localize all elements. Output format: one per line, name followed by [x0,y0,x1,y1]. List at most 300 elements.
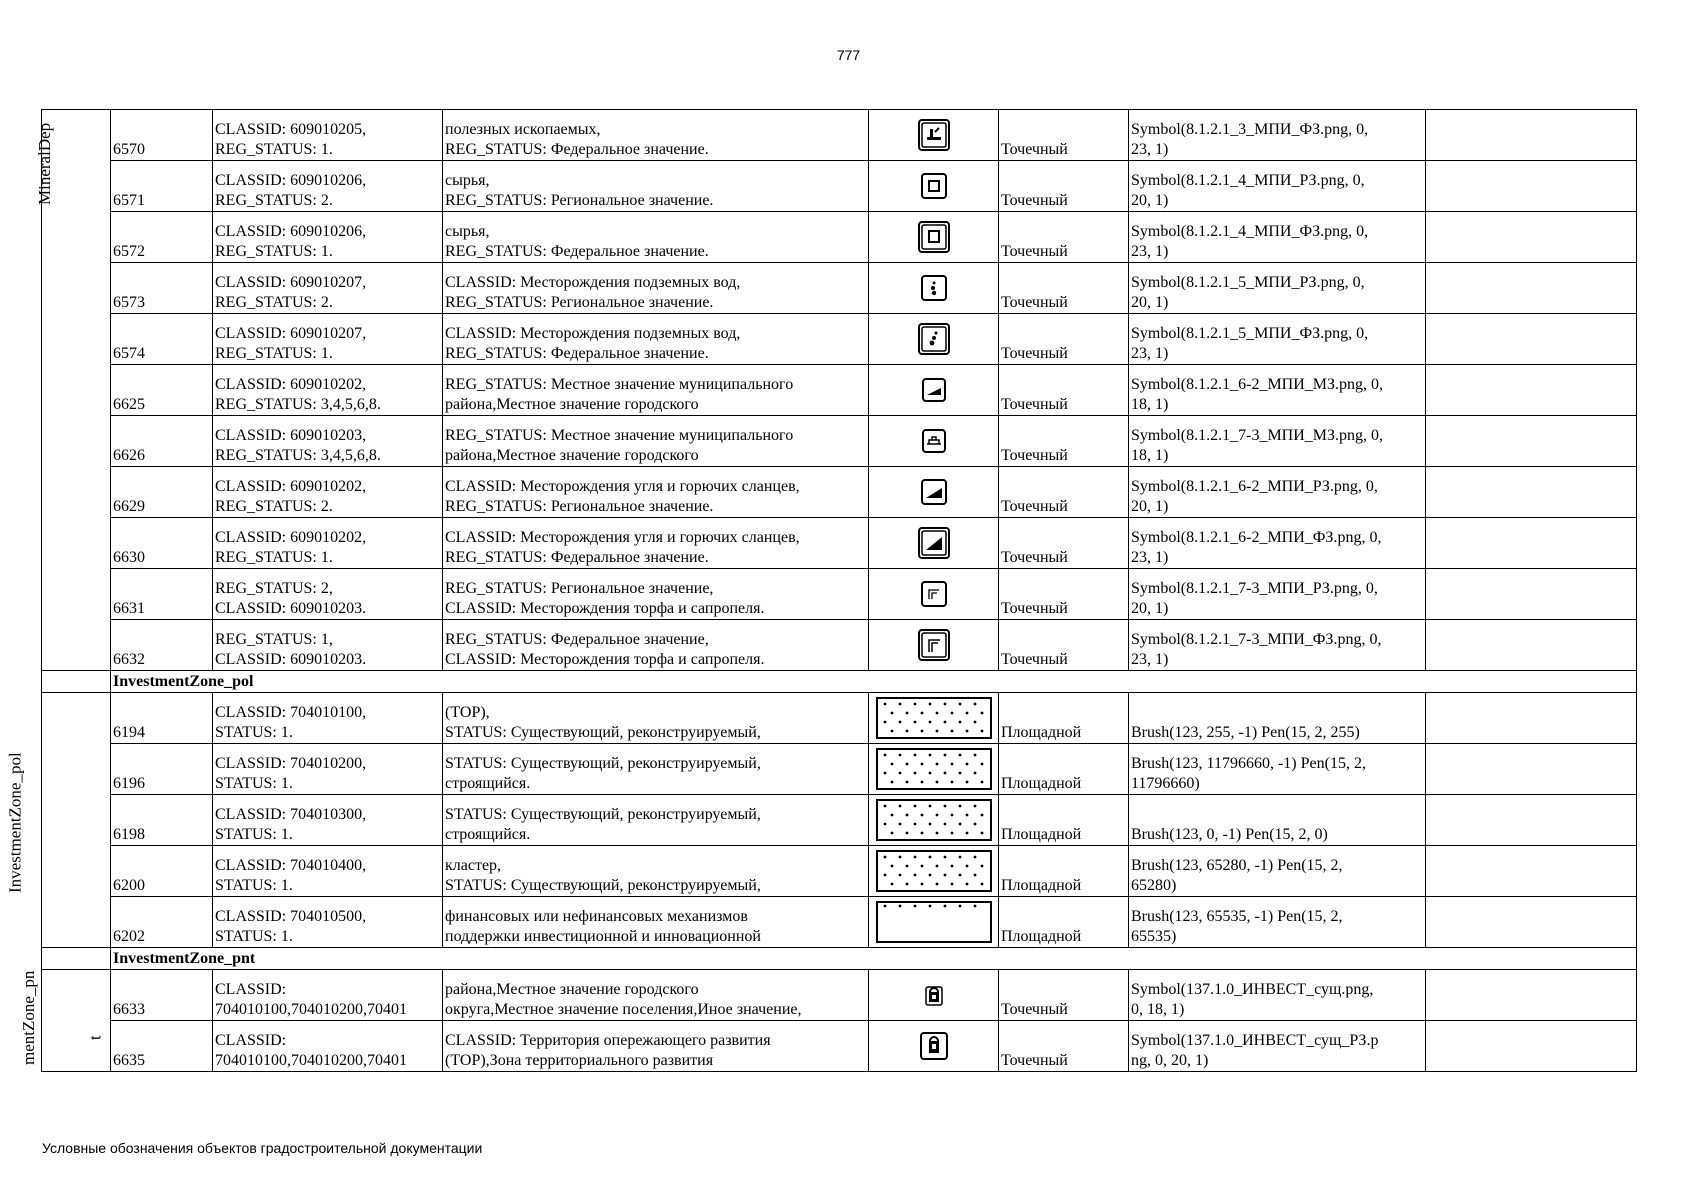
filter-codes-cell [213,1021,443,1072]
style-definition-line-2: 23, 1) [1131,243,1169,260]
filter-codes-line-1: CLASSID: 609010202, [215,478,367,495]
style-definition-line-2: 18, 1) [1131,447,1169,464]
filter-codes-line-2: REG_STATUS: 2. [215,294,333,311]
filter-description-line-2: REG_STATUS: Федеральное значение. [445,345,709,362]
table-row [42,314,1637,365]
filter-codes-cell [213,110,443,161]
style-definition-line-2: 0, 18, 1) [1131,1001,1185,1018]
geometry-type: Площадной [1001,724,1082,741]
geometry-type-cell [999,1021,1129,1072]
filter-codes-line-2: STATUS: 1. [215,775,293,792]
notes-cell [1426,1021,1637,1072]
style-definition-line-1: Brush(123, 11796660, -1) Pen(15, 2, [1131,755,1366,772]
filter-codes-line-2: STATUS: 1. [215,826,293,843]
geometry-type: Точечный [1001,141,1068,158]
section-header-row [42,948,1637,970]
filter-description-cell [443,693,869,744]
geometry-type-cell [999,693,1129,744]
style-definition-cell [1129,795,1426,846]
style-definition-line-1: Symbol(137.1.0_ИНВЕСТ_сущ.png, [1131,981,1374,998]
symbol-preview [917,118,951,152]
groundwater-rz-icon [917,271,951,305]
notes-cell [1426,569,1637,620]
filter-description-line-1: (ТОР), [445,704,490,721]
filter-codes-cell [213,795,443,846]
filter-description-line-1: REG_STATUS: Местное значение муниципального [445,376,794,393]
symbol-preview [917,1029,951,1063]
style-definition-line-1: Symbol(137.1.0_ИНВЕСТ_сущ_РЗ.p [1131,1032,1379,1049]
geometry-type: Площадной [1001,877,1082,894]
style-definition-cell [1129,518,1426,569]
object-id: 6196 [113,775,145,792]
style-definition-cell [1129,569,1426,620]
filter-description-line-2: (ТОР),Зона территориального развития [445,1052,714,1069]
filter-codes-line-1: CLASSID: 609010202, [215,529,367,546]
filter-codes-line-1: REG_STATUS: 1, [215,631,333,648]
section-header [111,948,1637,970]
table-row [42,212,1637,263]
object-id-cell [111,467,213,518]
filter-codes-line-2: STATUS: 1. [215,928,293,945]
peat-fz-icon [917,628,951,662]
filter-description-line-2: REG_STATUS: Федеральное значение. [445,141,709,158]
geometry-type: Точечный [1001,498,1068,515]
object-id-cell [111,314,213,365]
filter-description-line-1: сырья, [445,172,490,189]
coal-rz-icon [917,475,951,509]
table-row [42,161,1637,212]
geometry-type: Точечный [1001,243,1068,260]
filter-codes-line-1: CLASSID: 609010206, [215,223,367,240]
table-row [42,467,1637,518]
object-id-cell [111,365,213,416]
symbol-preview [875,900,993,944]
section-header-spacer [42,948,111,970]
symbol-preview [917,169,951,203]
style-definition-line-2: 23, 1) [1131,141,1169,158]
geometry-type-cell [999,416,1129,467]
mineral-rz-4-icon [917,169,951,203]
filter-codes-cell [213,518,443,569]
geometry-type: Площадной [1001,826,1082,843]
table-row [42,518,1637,569]
object-id: 6633 [113,1001,145,1018]
filter-description-line-2: REG_STATUS: Региональное значение. [445,192,714,209]
object-id-cell [111,970,213,1021]
filter-description-cell [443,212,869,263]
filter-codes-cell [213,212,443,263]
object-id: 6571 [113,192,145,209]
style-definition-line-2: 20, 1) [1131,294,1169,311]
symbol-preview [917,978,951,1012]
filter-codes-cell [213,846,443,897]
section-header-spacer [42,671,111,693]
geometry-type: Точечный [1001,345,1068,362]
object-id-cell [111,846,213,897]
object-id-cell [111,744,213,795]
table-row [42,897,1637,948]
notes-cell [1426,161,1637,212]
symbol-preview-cell [869,569,999,620]
section-title: InvestmentZone_pnt [113,949,256,967]
filter-description-line-2: STATUS: Существующий, реконструируемый, [445,877,761,894]
dotted-fill-black-swatch [875,798,993,842]
filter-description-cell [443,1021,869,1072]
style-definition-line-2: 23, 1) [1131,549,1169,566]
filter-description-cell [443,795,869,846]
dotted-fill-yellow-swatch [875,900,993,944]
geometry-type: Площадной [1001,775,1082,792]
filter-description-line-1: финансовых или нефинансовых механизмов [445,908,748,925]
layer-name: MineralDeр [34,122,54,205]
filter-codes-cell [213,693,443,744]
object-id-cell [111,416,213,467]
geometry-type: Площадной [1001,928,1082,945]
style-definition-cell [1129,897,1426,948]
object-id-cell [111,110,213,161]
filter-description-line-1: REG_STATUS: Региональное значение, [445,580,714,597]
symbol-preview [917,577,951,611]
object-id-cell [111,1021,213,1072]
symbol-preview [875,798,993,842]
filter-description-line-2: STATUS: Существующий, реконструируемый, [445,724,761,741]
filter-codes-cell [213,620,443,671]
filter-description-line-2: поддержки инвестиционной и инновационной [445,928,761,945]
geometry-type: Точечный [1001,447,1068,464]
page-number: 777 [836,47,861,63]
filter-description-line-2: строящийся. [445,826,531,843]
object-id-cell [111,518,213,569]
dotted-fill-blue-swatch [875,696,993,740]
groundwater-fz-icon [917,322,951,356]
footer-caption: Условные обозначения объектов градостроительной документации [42,1140,483,1156]
symbol-preview-cell [869,416,999,467]
filter-codes-line-1: CLASSID: 609010203, [215,427,367,444]
filter-description-line-1: STATUS: Существующий, реконструируемый, [445,806,761,823]
style-definition-line-2: 65535) [1131,928,1177,945]
geometry-type-cell [999,620,1129,671]
style-definition-line-1: Symbol(8.1.2.1_5_МПИ_ФЗ.png, 0, [1131,325,1369,342]
style-definition-line-1: Symbol(8.1.2.1_6-2_МПИ_РЗ.png, 0, [1131,478,1378,495]
section-title: InvestmentZone_pol [113,672,254,690]
style-definition-line-2: 20, 1) [1131,600,1169,617]
style-definition-cell [1129,620,1426,671]
filter-codes-line-1: CLASSID: 704010500, [215,908,367,925]
invest-existing-icon [917,978,951,1012]
filter-codes-line-2: REG_STATUS: 1. [215,345,333,362]
table-row [42,693,1637,744]
symbol-preview-cell [869,744,999,795]
style-definition-line-1: Symbol(8.1.2.1_7-3_МПИ_МЗ.png, 0, [1131,427,1384,444]
style-definition-line-1: Symbol(8.1.2.1_7-3_МПИ_ФЗ.png, 0, [1131,631,1382,648]
layer-name-part: t [85,1035,105,1040]
symbol-preview-cell [869,970,999,1021]
filter-description-line-1: CLASSID: Месторождения угля и горючих сланцев, [445,529,800,546]
filter-description-cell [443,365,869,416]
style-definition-line-1: Symbol(8.1.2.1_6-2_МПИ_МЗ.png, 0, [1131,376,1384,393]
style-definition-cell [1129,744,1426,795]
layer-name-part: mentZone_pn [18,970,38,1065]
filter-description-cell [443,518,869,569]
filter-description-cell [443,161,869,212]
style-definition-cell [1129,467,1426,518]
notes-cell [1426,467,1637,518]
object-id-cell [111,693,213,744]
filter-codes-line-1: CLASSID: 609010207, [215,274,367,291]
filter-codes-cell [213,161,443,212]
filter-codes-cell [213,467,443,518]
filter-description-line-1: кластер, [445,857,502,874]
symbol-preview [917,424,951,458]
filter-description-cell [443,846,869,897]
style-definition-line-2: Brush(123, 255, -1) Pen(15, 2, 255) [1131,724,1360,741]
geometry-type: Точечный [1001,651,1068,668]
symbol-preview [917,526,951,560]
filter-description-line-1: STATUS: Существующий, реконструируемый, [445,755,761,772]
geometry-type-cell [999,518,1129,569]
symbol-preview-cell [869,110,999,161]
notes-cell [1426,263,1637,314]
notes-cell [1426,897,1637,948]
geometry-type-cell [999,161,1129,212]
filter-codes-cell [213,263,443,314]
geometry-type: Точечный [1001,1001,1068,1018]
style-definition-line-2: ng, 0, 20, 1) [1131,1052,1209,1069]
filter-description-cell [443,416,869,467]
filter-codes-cell [213,365,443,416]
style-definition-line-1: Symbol(8.1.2.1_3_МПИ_ФЗ.png, 0, [1131,121,1369,138]
mineral-fz-4-icon [917,220,951,254]
filter-codes-cell [213,744,443,795]
filter-codes-line-2: STATUS: 1. [215,724,293,741]
filter-codes-line-2: REG_STATUS: 3,4,5,6,8. [215,447,381,464]
notes-cell [1426,795,1637,846]
style-definition-cell [1129,263,1426,314]
filter-description-cell [443,110,869,161]
style-definition-cell [1129,693,1426,744]
table-row [42,569,1637,620]
object-id: 6202 [113,928,145,945]
filter-codes-line-2: 704010100,704010200,70401 [215,1052,407,1069]
coal-mz-icon [917,373,951,407]
object-id: 6570 [113,141,145,158]
style-definition-cell [1129,365,1426,416]
peat-rz-icon [917,577,951,611]
filter-codes-line-2: CLASSID: 609010203. [215,651,367,668]
object-id-cell [111,212,213,263]
notes-cell [1426,970,1637,1021]
geometry-type-cell [999,467,1129,518]
table-row [42,1021,1637,1072]
notes-cell [1426,693,1637,744]
object-id: 6630 [113,549,145,566]
section-header [111,671,1637,693]
filter-description-line-1: CLASSID: Месторождения подземных вод, [445,274,741,291]
filter-codes-line-1: CLASSID: 609010202, [215,376,367,393]
style-definition-cell [1129,110,1426,161]
style-definition-cell [1129,416,1426,467]
symbol-preview-cell [869,365,999,416]
symbol-preview [917,628,951,662]
notes-cell [1426,416,1637,467]
filter-description-cell [443,744,869,795]
legend-table [5,109,1637,1072]
filter-description-cell [443,263,869,314]
notes-cell [1426,212,1637,263]
style-definition-line-1: Symbol(8.1.2.1_5_МПИ_РЗ.png, 0, [1131,274,1365,291]
geometry-type-cell [999,212,1129,263]
symbol-preview-cell [869,467,999,518]
filter-codes-line-1: CLASSID: 704010100, [215,704,367,721]
table-row [42,846,1637,897]
filter-codes-line-1: CLASSID: 609010206, [215,172,367,189]
table-row [42,416,1637,467]
style-definition-cell [1129,161,1426,212]
style-definition-line-2: 20, 1) [1131,498,1169,515]
object-id: 6629 [113,498,145,515]
symbol-preview [917,373,951,407]
geometry-type: Точечный [1001,396,1068,413]
table-row [42,263,1637,314]
geometry-type: Точечный [1001,192,1068,209]
style-definition-line-1: Symbol(8.1.2.1_4_МПИ_ФЗ.png, 0, [1131,223,1369,240]
symbol-preview [875,747,993,791]
object-id: 6573 [113,294,145,311]
filter-description-line-1: CLASSID: Территория опережающего развития [445,1032,771,1049]
table-row [42,620,1637,671]
geometry-type-cell [999,795,1129,846]
notes-cell [1426,846,1637,897]
table-row [42,365,1637,416]
geometry-type-cell [999,897,1129,948]
layer-name-cell [5,693,111,948]
object-id: 6200 [113,877,145,894]
object-id-cell [111,620,213,671]
filter-description-line-1: полезных ископаемых, [445,121,601,138]
object-id: 6198 [113,826,145,843]
symbol-preview-cell [869,620,999,671]
notes-cell [1426,110,1637,161]
filter-description-line-1: REG_STATUS: Местное значение муниципального [445,427,794,444]
symbol-preview [917,475,951,509]
symbol-preview-cell [869,846,999,897]
symbol-preview-cell [869,263,999,314]
object-id: 6625 [113,396,145,413]
geometry-type-cell [999,365,1129,416]
table-row [42,744,1637,795]
symbol-preview [875,849,993,893]
filter-codes-line-2: REG_STATUS: 2. [215,498,333,515]
style-definition-line-2: 20, 1) [1131,192,1169,209]
style-definition-cell [1129,212,1426,263]
filter-description-line-2: строящийся. [445,775,531,792]
filter-description-line-2: района,Местное значение городского [445,396,699,413]
filter-codes-line-1: CLASSID: 704010200, [215,755,367,772]
symbol-preview-cell [869,314,999,365]
symbol-preview [875,696,993,740]
filter-codes-line-1: CLASSID: 609010207, [215,325,367,342]
geometry-type-cell [999,569,1129,620]
style-definition-line-2: Brush(123, 0, -1) Pen(15, 2, 0) [1131,826,1328,843]
filter-codes-line-2: REG_STATUS: 1. [215,243,333,260]
filter-codes-line-1: CLASSID: 704010300, [215,806,367,823]
filter-description-cell [443,467,869,518]
style-definition-line-1: Symbol(8.1.2.1_7-3_МПИ_РЗ.png, 0, [1131,580,1378,597]
geometry-type-cell [999,970,1129,1021]
style-definition-line-2: 18, 1) [1131,396,1169,413]
object-id-cell [111,569,213,620]
object-id: 6572 [113,243,145,260]
style-definition-line-1: Brush(123, 65535, -1) Pen(15, 2, [1131,908,1343,925]
filter-description-line-2: REG_STATUS: Региональное значение. [445,498,714,515]
geometry-type: Точечный [1001,600,1068,617]
table-row [42,110,1637,161]
filter-description-cell [443,970,869,1021]
filter-description-line-2: CLASSID: Месторождения торфа и сапропеля. [445,651,765,668]
filter-codes-line-1: CLASSID: 609010205, [215,121,367,138]
notes-cell [1426,620,1637,671]
filter-description-line-2: округа,Местное значение поселения,Иное значение, [445,1001,802,1018]
filter-description-cell [443,620,869,671]
layer-name-cell [34,110,111,671]
symbol-preview-cell [869,212,999,263]
filter-codes-line-2: REG_STATUS: 1. [215,549,333,566]
filter-description-line-1: района,Местное значение городского [445,981,699,998]
style-definition-cell [1129,1021,1426,1072]
section-header-row [42,671,1637,693]
object-id: 6574 [113,345,145,362]
geometry-type: Точечный [1001,549,1068,566]
filter-codes-line-2: CLASSID: 609010203. [215,600,367,617]
symbol-preview-cell [869,161,999,212]
invest-existing-rz-icon [917,1029,951,1063]
filter-description-line-2: района,Местное значение городского [445,447,699,464]
filter-codes-cell [213,897,443,948]
filter-description-line-1: CLASSID: Месторождения подземных вод, [445,325,741,342]
table-row [42,970,1637,1021]
notes-cell [1426,744,1637,795]
style-definition-line-2: 11796660) [1131,775,1200,792]
object-id-cell [111,897,213,948]
symbol-preview-cell [869,693,999,744]
symbol-preview-cell [869,795,999,846]
geometry-type-cell [999,263,1129,314]
filter-codes-line-1: REG_STATUS: 2, [215,580,333,597]
filter-description-line-2: REG_STATUS: Региональное значение. [445,294,714,311]
symbol-preview-cell [869,1021,999,1072]
filter-codes-line-2: REG_STATUS: 2. [215,192,333,209]
filter-description-cell [443,569,869,620]
filter-description-line-1: сырья, [445,223,490,240]
table-row [42,795,1637,846]
layer-name-cell [18,970,111,1072]
object-id-cell [111,795,213,846]
filter-description-line-2: REG_STATUS: Федеральное значение. [445,243,709,260]
filter-codes-cell [213,569,443,620]
filter-description-cell [443,314,869,365]
geometry-type-cell [999,110,1129,161]
object-id: 6632 [113,651,145,668]
notes-cell [1426,518,1637,569]
geometry-type-cell [999,846,1129,897]
filter-codes-line-2: 704010100,704010200,70401 [215,1001,407,1018]
mineral-fz-3-icon [917,118,951,152]
symbol-preview [917,322,951,356]
filter-codes-line-2: STATUS: 1. [215,877,293,894]
layer-name: InvestmentZone_pol [5,752,25,893]
style-definition-line-2: 23, 1) [1131,345,1169,362]
filter-codes-line-1: CLASSID: [215,981,287,998]
